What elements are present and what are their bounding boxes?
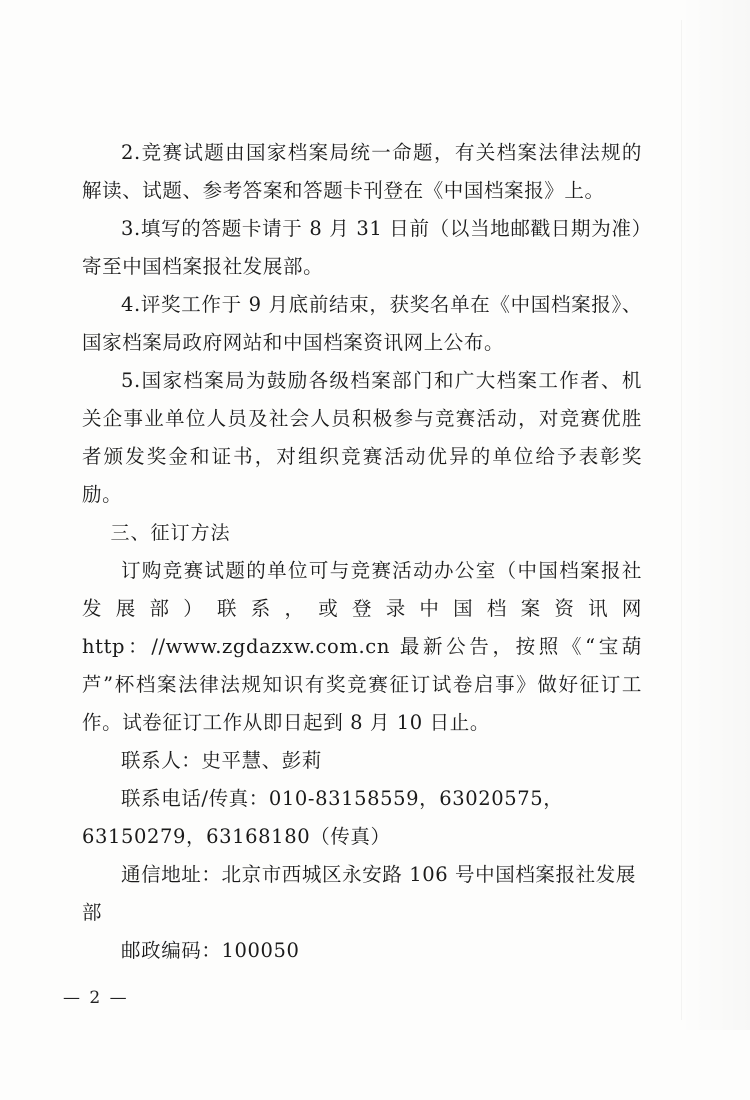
- paragraph-item-5: 5.国家档案局为鼓励各级档案部门和广大档案工作者、机关企事业单位人员及社会人员积极参与竞赛活动，对竞赛优胜者颁发奖金和证书，对组织竞赛活动优异的单位给予表彰奖励。: [82, 369, 642, 506]
- scan-shadow: [680, 0, 750, 1030]
- paragraph-item-4: 4.评奖工作于 9 月底前结束，获奖名单在《中国档案报》、国家档案局政府网站和中国档案资讯网上公布。: [82, 293, 642, 354]
- page-number: — 2 —: [63, 988, 129, 1008]
- subscription-paragraph: 订购竞赛试题的单位可与竞赛活动办公室（中国档案报社发展部）联系，或登录中国档案资讯网 http：//www.zgdazxw.com.cn 最新公告，按照《“宝葫芦”杯档案法律法规知识有奖竞赛征订试卷启事》做好征订工作。试卷征订工作从即日起到 8 月 10 日止。: [82, 559, 642, 734]
- scan-edge-line: [681, 20, 682, 1020]
- paragraph-item-3: 3.填写的答题卡请于 8 月 31 日前（以当地邮戳日期为准）寄至中国档案报社发展部。: [82, 217, 642, 278]
- contact-person: 联系人：史平慧、彭莉: [121, 749, 323, 772]
- paragraph-item-2: 2.竞赛试题由国家档案局统一命题，有关档案法律法规的解读、试题、参考答案和答题卡刊登在《中国档案报》上。: [82, 141, 642, 202]
- postal-code: 邮政编码：100050: [121, 939, 300, 962]
- contact-phone: 联系电话/传真：010-83158559，63020575，63150279，63168180（传真）: [82, 787, 564, 848]
- section-heading: 三、征订方法: [110, 522, 231, 544]
- mailing-address: 通信地址：北京市西城区永安路 106 号中国档案报社发展部: [82, 863, 636, 924]
- document-body: [82, 134, 642, 970]
